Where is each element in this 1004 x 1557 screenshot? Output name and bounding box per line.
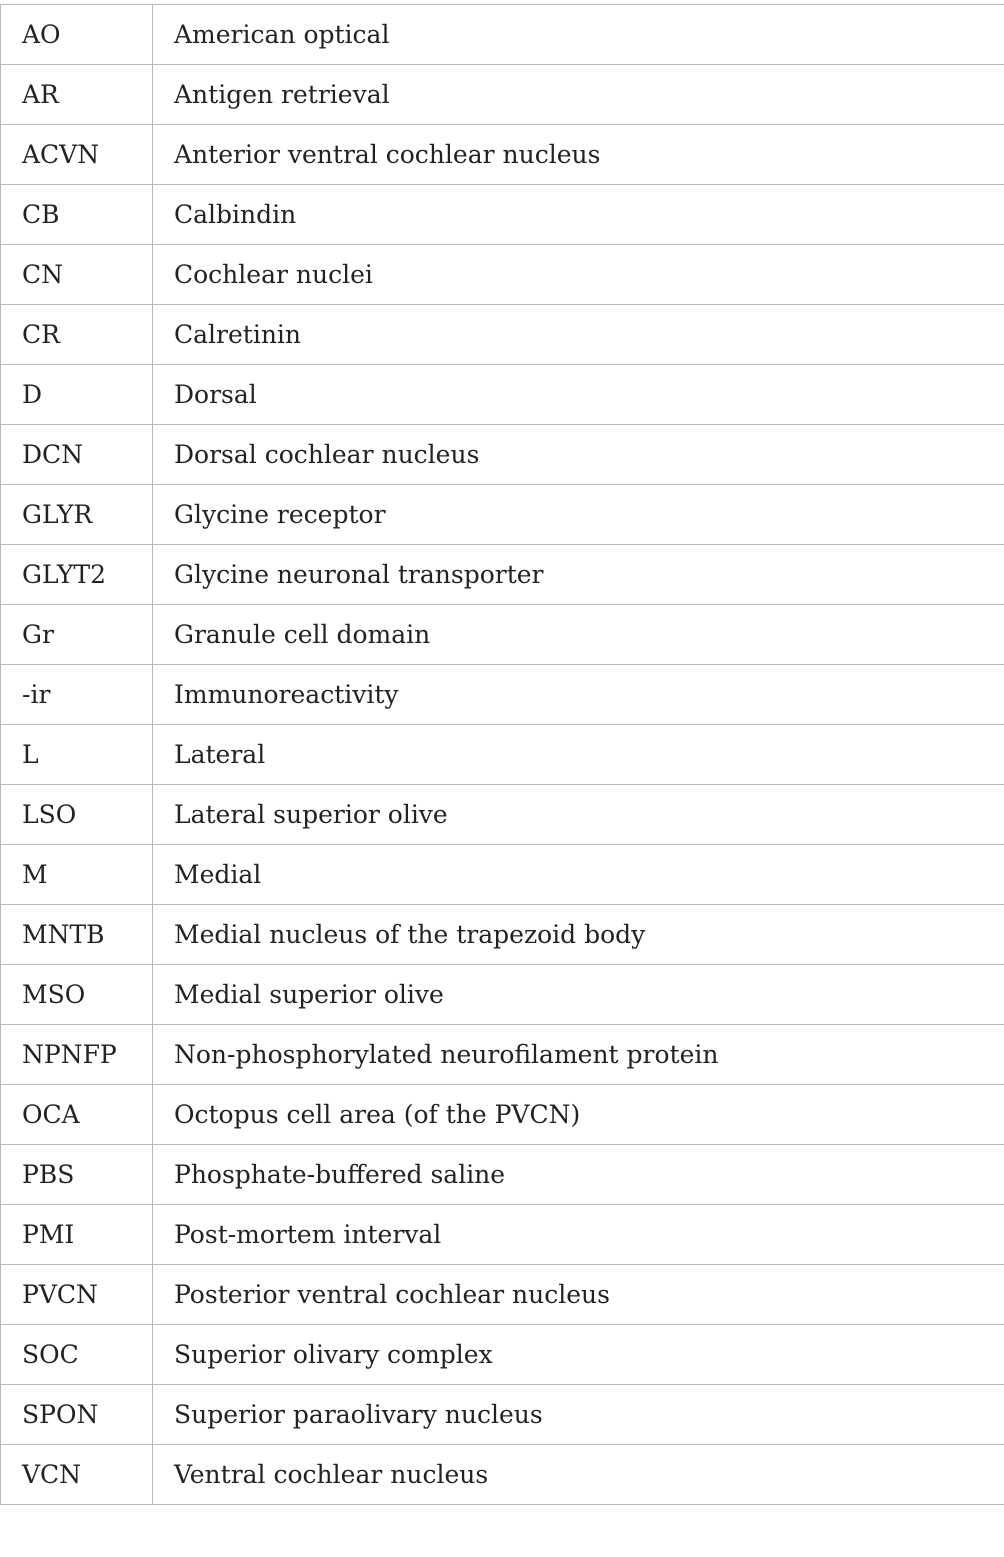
abbreviation-cell: Gr: [1, 605, 153, 665]
abbreviation-cell: DCN: [1, 425, 153, 485]
abbreviation-cell: MNTB: [1, 905, 153, 965]
definition-cell: Post-mortem interval: [153, 1205, 1004, 1265]
definition-cell: American optical: [153, 5, 1004, 65]
abbreviation-cell: SOC: [1, 1325, 153, 1385]
table-row: [1, 1325, 1004, 1385]
table-row: [1, 1085, 1004, 1145]
abbreviation-cell: OCA: [1, 1085, 153, 1145]
abbreviation-cell: CB: [1, 185, 153, 245]
table-row: [1, 905, 1004, 965]
abbreviation-cell: -ir: [1, 665, 153, 725]
table-row: [1, 305, 1004, 365]
definition-cell: Lateral: [153, 725, 1004, 785]
definition-cell: Medial nucleus of the trapezoid body: [153, 905, 1004, 965]
table-row: [1, 5, 1004, 65]
table-row: [1, 1145, 1004, 1205]
definition-cell: Antigen retrieval: [153, 65, 1004, 125]
abbreviation-cell: MSO: [1, 965, 153, 1025]
table-row: [1, 1025, 1004, 1085]
abbreviation-cell: PMI: [1, 1205, 153, 1265]
abbreviation-cell: CN: [1, 245, 153, 305]
abbreviation-cell: M: [1, 845, 153, 905]
definition-cell: Medial: [153, 845, 1004, 905]
table-row: [1, 785, 1004, 845]
table-row: [1, 845, 1004, 905]
abbreviation-cell: VCN: [1, 1445, 153, 1505]
table-row: [1, 245, 1004, 305]
definition-cell: Dorsal cochlear nucleus: [153, 425, 1004, 485]
table-row: [1, 125, 1004, 185]
definition-cell: Phosphate-buffered saline: [153, 1145, 1004, 1205]
abbreviation-cell: PVCN: [1, 1265, 153, 1325]
table-row: [1, 1265, 1004, 1325]
definition-cell: Lateral superior olive: [153, 785, 1004, 845]
definition-cell: Anterior ventral cochlear nucleus: [153, 125, 1004, 185]
definition-cell: Calretinin: [153, 305, 1004, 365]
definition-cell: Posterior ventral cochlear nucleus: [153, 1265, 1004, 1325]
abbreviation-cell: L: [1, 725, 153, 785]
table-row: [1, 725, 1004, 785]
definition-cell: Calbindin: [153, 185, 1004, 245]
abbreviation-cell: CR: [1, 305, 153, 365]
abbreviation-cell: NPNFP: [1, 1025, 153, 1085]
table-row: [1, 1445, 1004, 1505]
table-row: [1, 545, 1004, 605]
definition-cell: Superior paraolivary nucleus: [153, 1385, 1004, 1445]
table-row: [1, 605, 1004, 665]
definition-cell: Glycine receptor: [153, 485, 1004, 545]
definition-cell: Granule cell domain: [153, 605, 1004, 665]
definition-cell: Non-phosphorylated neurofilament protein: [153, 1025, 1004, 1085]
table-row: [1, 425, 1004, 485]
definition-cell: Cochlear nuclei: [153, 245, 1004, 305]
abbreviation-cell: SPON: [1, 1385, 153, 1445]
definition-cell: Immunoreactivity: [153, 665, 1004, 725]
definition-cell: Medial superior olive: [153, 965, 1004, 1025]
table-row: [1, 185, 1004, 245]
abbreviation-cell: GLYR: [1, 485, 153, 545]
table-row: [1, 1385, 1004, 1445]
abbreviation-cell: GLYT2: [1, 545, 153, 605]
table-row: [1, 965, 1004, 1025]
abbreviation-cell: PBS: [1, 1145, 153, 1205]
table-row: [1, 365, 1004, 425]
table-row: [1, 665, 1004, 725]
definition-cell: Superior olivary complex: [153, 1325, 1004, 1385]
definition-cell: Ventral cochlear nucleus: [153, 1445, 1004, 1505]
abbreviations-table-body: [1, 5, 1004, 1505]
abbreviation-cell: AO: [1, 5, 153, 65]
table-row: [1, 485, 1004, 545]
table-row: [1, 1205, 1004, 1265]
abbreviations-table: [0, 4, 1004, 1505]
abbreviation-cell: D: [1, 365, 153, 425]
definition-cell: Dorsal: [153, 365, 1004, 425]
definition-cell: Octopus cell area (of the PVCN): [153, 1085, 1004, 1145]
abbreviation-cell: ACVN: [1, 125, 153, 185]
table-row: [1, 65, 1004, 125]
definition-cell: Glycine neuronal transporter: [153, 545, 1004, 605]
abbreviation-cell: AR: [1, 65, 153, 125]
abbreviation-cell: LSO: [1, 785, 153, 845]
